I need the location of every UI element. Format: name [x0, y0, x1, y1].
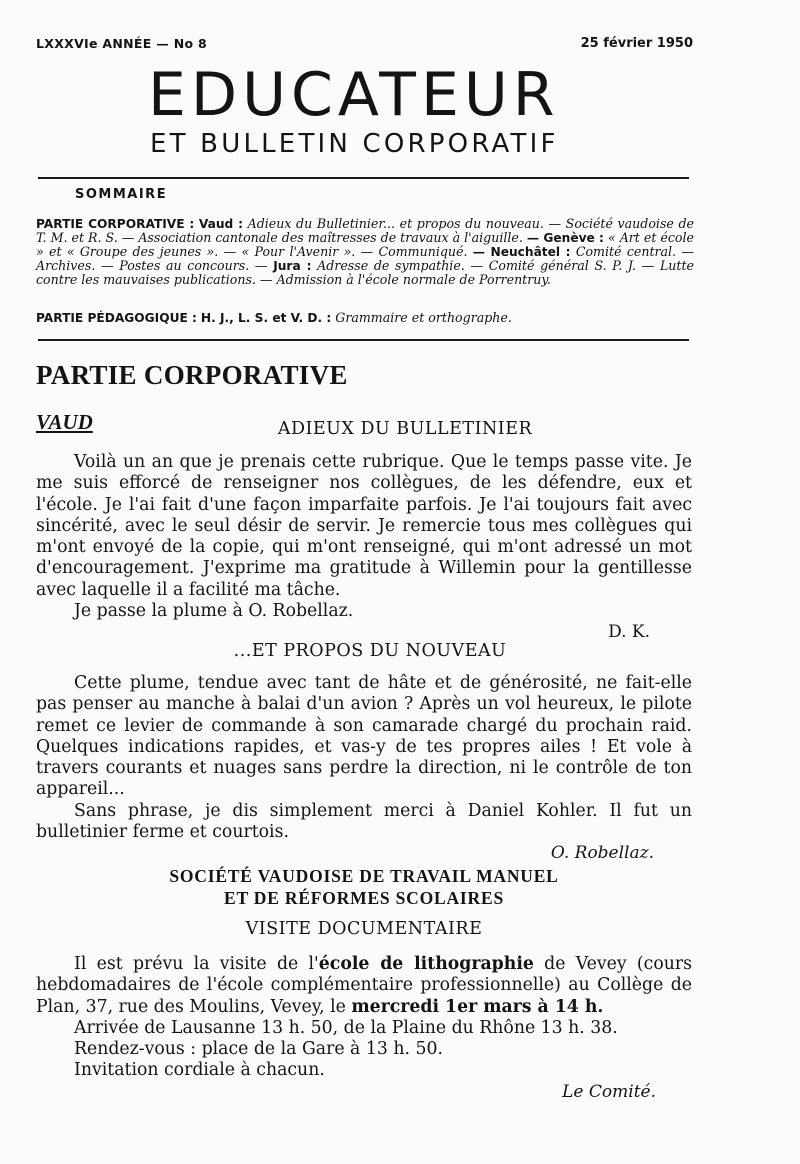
summary-divider [38, 339, 689, 341]
article3-text-2: de Vevey (cours hebdomadaires de l'école complémentaire professionnelle) au Collège de Plan, 37, rue des Moulins, Vevey, le [36, 954, 692, 1017]
article3-title [36, 865, 692, 909]
summary-neuchatel-label: — Neuchâtel : [472, 245, 571, 259]
article1-body [36, 452, 692, 644]
article3-signature: Le Comité. [562, 1081, 656, 1102]
summary-vaud-label: Vaud : [198, 217, 243, 231]
issue-number: LXXXVIe ANNÉE — No 8 [36, 36, 208, 51]
article1-title: ADIEUX DU BULLETINIER [277, 419, 533, 439]
issue-date: 25 février 1950 [580, 36, 693, 51]
article3-arrival: Arrivée de Lausanne 13 h. 50, de la Plaine du Rhône 13 h. 38. [74, 1017, 618, 1038]
article1-signature: D. K. [608, 622, 650, 643]
article3-invitation: Invitation cordiale à chacun. [74, 1060, 325, 1081]
summary-corporative-label: PARTIE CORPORATIVE : [36, 217, 195, 231]
article3-title-line1: SOCIÉTÉ VAUDOISE DE TRAVAIL MANUEL [169, 866, 559, 886]
article1-paragraph-2: Je passe la plume à O. Robellaz. [74, 601, 354, 622]
article2-paragraph: Cette plume, tendue avec tant de hâte et de générosité, ne fait-elle pas penser au manche à balai d'un avion ? Après un vol heureux, le pilote remet ce levier de commande à son camarade chargé du prochain raid. Quelques indications rapides, et vas-y de tes propres ailes ! Et vole à travers courants et nuages sans perdre la direction, ni le contrôle de ton appareil... [36, 673, 692, 800]
summary-heading: SOMMAIRE [75, 187, 168, 202]
summary-pedagogique [36, 311, 694, 325]
canton-heading: VAUD [36, 410, 93, 434]
section-title: PARTIE CORPORATIVE [36, 360, 348, 390]
summary-pedagogique-label: PARTIE PÉDAGOGIQUE : [36, 311, 197, 325]
article2-title: ...ET PROPOS DU NOUVEAU [233, 641, 507, 661]
article2-body [36, 673, 692, 865]
masthead-subtitle: ET BULLETIN CORPORATIF [150, 129, 559, 159]
article3-body [36, 954, 692, 1103]
article3-title-line2: ET DE RÉFORMES SCOLAIRES [224, 888, 504, 908]
article3-emphasis-school: école de lithographie [318, 954, 534, 974]
summary-jura-label: Jura : [273, 259, 312, 273]
article3-meeting: Rendez-vous : place de la Gare à 13 h. 50. [74, 1039, 443, 1060]
article3-text: Il est prévu la visite de l' [74, 954, 319, 974]
article3-subtitle: VISITE DOCUMENTAIRE [245, 919, 483, 939]
article2-signature: O. Robellaz. [550, 843, 654, 864]
summary-corporative [36, 217, 694, 287]
summary-pedagogique-text: Grammaire et orthographe. [335, 310, 512, 325]
summary-neuchatel-text: Comité central. — Archives. — Postes au concours. — [36, 244, 694, 273]
article2-paragraph-2: Sans phrase, je dis simplement merci à Daniel Kohler. Il fut un bulletinier ferme et courtois. [36, 800, 692, 843]
article1-paragraph: Voilà un an que je prenais cette rubrique. Que le temps passe vite. Je me suis efforcé de renseigner nos collègues, de les défendre, eux et l'école. Je l'ai fait d'une façon imparfaite parfois. Je l'ai toujours fait avec sincérité, avec le seul désir de servir. Je remercie tous mes collègues qui m'ont envoyé de la copie, qui m'ont renseigné, qui m'ont adressé un mot d'encouragement. J'exprime ma gratitude à Willemin pour la gentillesse avec laquelle il a facilité ma tâche. [36, 452, 692, 600]
summary-geneve-text: « Art et école » et « Groupe des jeunes ». — « Pour l'Avenir ». — Communiqué. [36, 230, 694, 259]
header-divider [38, 177, 689, 179]
article3-paragraph [36, 954, 692, 1018]
summary-jura-text: Adresse de sympathie. — Comité général S. P. J. — Lutte contre les mauvaises publications. — Admission à l'école normale de Porrentruy. [36, 258, 694, 287]
summary-geneve-label: — Genève : [526, 231, 604, 245]
masthead-title: EDUCATEUR [148, 60, 560, 130]
article3-emphasis-date: mercredi 1er mars à 14 h. [351, 996, 604, 1017]
summary-vaud-text: Adieux du Bulletinier... et propos du nouveau. — Société vaudoise de T. M. et R. S. — Association cantonale des maîtresses de travaux à l'aiguille. [36, 216, 694, 245]
summary-pedagogique-authors: H. J., L. S. et V. D. : [200, 311, 332, 325]
